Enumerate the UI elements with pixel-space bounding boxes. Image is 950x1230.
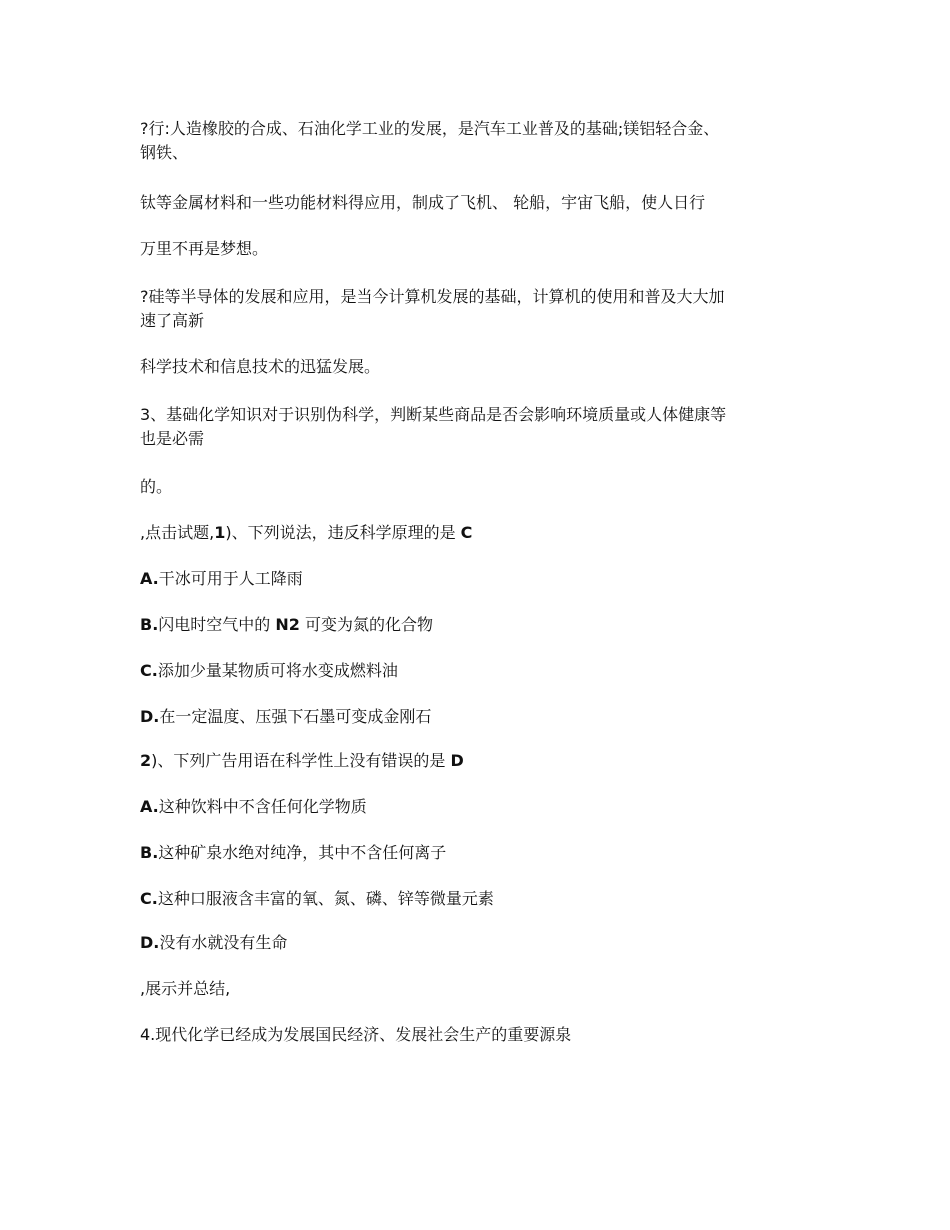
question-answer: C	[460, 523, 473, 542]
para-line: 的。	[140, 477, 173, 496]
para-line: 速了高新	[140, 311, 205, 330]
para-line: 钛等金属材料和一些功能材料得应用，制成了飞机、 轮船，宇宙飞船，使人日行	[140, 193, 706, 212]
para-line: 钢铁、	[140, 143, 189, 162]
summary-line: ,展示并总结,	[140, 979, 231, 998]
q1-option-b: B.闪电时空气中的 N2 可变为氮的化合物	[140, 615, 433, 634]
question-answer: D	[450, 751, 464, 770]
q2-option-c: C.这种口服液含丰富的氧、氮、磷、锌等微量元素	[140, 889, 494, 908]
para-line: 万里不再是梦想。	[140, 239, 269, 258]
q2-option-b: B.这种矿泉水绝对纯净，其中不含任何离子	[140, 843, 447, 862]
q2-option-a: A.这种饮料中不含任何化学物质	[140, 797, 367, 816]
para-line: 3、基础化学知识对于识别伪科学，判断某些商品是否会影响环境质量或人体健康等	[140, 405, 727, 424]
para-line: 科学技术和信息技术的迅猛发展。	[140, 357, 381, 376]
question-prefix: ,点击试题,	[140, 523, 215, 542]
question-text: )、下列广告用语在科学性上没有错误的是	[151, 751, 451, 770]
question-number: 1	[214, 523, 226, 542]
q1-option-c: C.添加少量某物质可将水变成燃料油	[140, 661, 398, 680]
point-4: 4.现代化学已经成为发展国民经济、发展社会生产的重要源泉	[140, 1025, 572, 1044]
q2-option-d: D.没有水就没有生命	[140, 933, 288, 952]
question-2	[140, 750, 464, 772]
para-line: ?行:人造橡胶的合成、石油化学工业的发展，是汽车工业普及的基础;镁铝轻合金、	[140, 119, 720, 138]
q1-option-a: A.干冰可用于人工降雨	[140, 569, 303, 588]
question-1	[140, 522, 472, 544]
question-number: 2	[140, 751, 152, 770]
para-line: ?硅等半导体的发展和应用，是当今计算机发展的基础，计算机的使用和普及大大加	[140, 287, 725, 306]
para-line: 也是必需	[140, 429, 205, 448]
question-text: )、下列说法，违反科学原理的是	[225, 523, 461, 542]
q1-option-d: D.在一定温度、压强下石墨可变成金刚石	[140, 707, 432, 726]
